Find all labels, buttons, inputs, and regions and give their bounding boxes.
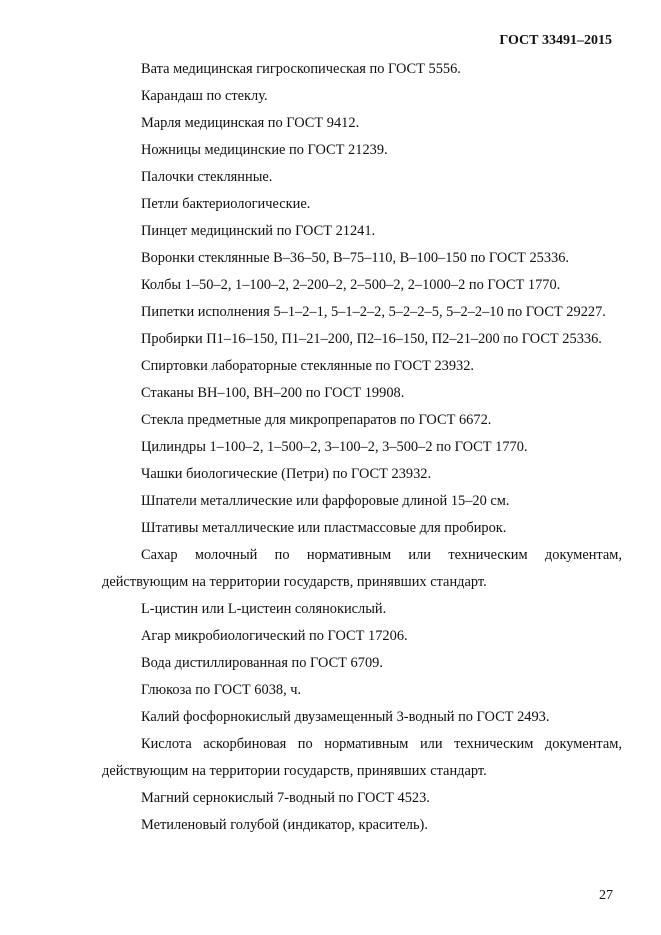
paragraph: Палочки стеклянные. <box>141 169 273 185</box>
paragraph: Стаканы ВН–100, ВН–200 по ГОСТ 19908. <box>141 385 405 401</box>
paragraph: Кислота аскорбиновая по нормативным или техническим документам, действующим на территории государств, принявших стандарт. <box>102 736 622 779</box>
paragraph: Агар микробиологический по ГОСТ 17206. <box>141 628 408 644</box>
paragraph: Вата медицинская гигроскопическая по ГОСТ 5556. <box>141 61 461 77</box>
paragraph: Стекла предметные для микропрепаратов по ГОСТ 6672. <box>141 412 492 428</box>
paragraph: Метиленовый голубой (индикатор, краситель). <box>141 817 428 833</box>
paragraph: Калий фосфорнокислый двузамещенный 3-водный по ГОСТ 2493. <box>141 709 550 725</box>
paragraph: Марля медицинская по ГОСТ 9412. <box>141 115 360 131</box>
paragraph: Карандаш по стеклу. <box>141 88 268 104</box>
paragraph: Колбы 1–50–2, 1–100–2, 2–200–2, 2–500–2, 2–1000–2 по ГОСТ 1770. <box>141 277 561 293</box>
paragraph: Вода дистиллированная по ГОСТ 6709. <box>141 655 383 671</box>
paragraph: Глюкоза по ГОСТ 6038, ч. <box>141 682 302 698</box>
paragraph: Магний сернокислый 7-водный по ГОСТ 4523. <box>141 790 430 806</box>
paragraph: Штативы металлические или пластмассовые для пробирок. <box>141 520 507 536</box>
paragraph: Шпатели металлические или фарфоровые длиной 15–20 см. <box>141 493 510 509</box>
paragraph: Пипетки исполнения 5–1–2–1, 5–1–2–2, 5–2–2–5, 5–2–2–10 по ГОСТ 29227. <box>141 304 606 320</box>
paragraph: L-цистин или L-цистеин солянокислый. <box>141 601 387 617</box>
paragraph: Спиртовки лабораторные стеклянные по ГОСТ 23932. <box>141 358 475 374</box>
paragraph: Пинцет медицинский по ГОСТ 21241. <box>141 223 376 239</box>
paragraph: Цилиндры 1–100–2, 1–500–2, 3–100–2, 3–500–2 по ГОСТ 1770. <box>141 439 528 455</box>
document-header: ГОСТ 33491–2015 <box>499 33 612 48</box>
paragraph: Петли бактериологические. <box>141 196 311 212</box>
page-number: 27 <box>599 888 613 903</box>
paragraph: Воронки стеклянные В–36–50, В–75–110, В–100–150 по ГОСТ 25336. <box>141 250 570 266</box>
paragraph: Пробирки П1–16–150, П1–21–200, П2–16–150, П2–21–200 по ГОСТ 25336. <box>141 331 602 347</box>
document-body <box>102 56 622 839</box>
paragraph: Чашки биологические (Петри) по ГОСТ 23932. <box>141 466 432 482</box>
paragraph: Ножницы медицинские по ГОСТ 21239. <box>141 142 388 158</box>
paragraph: Сахар молочный по нормативным или техническим документам, действующим на территории государств, принявших стандарт. <box>102 547 622 590</box>
